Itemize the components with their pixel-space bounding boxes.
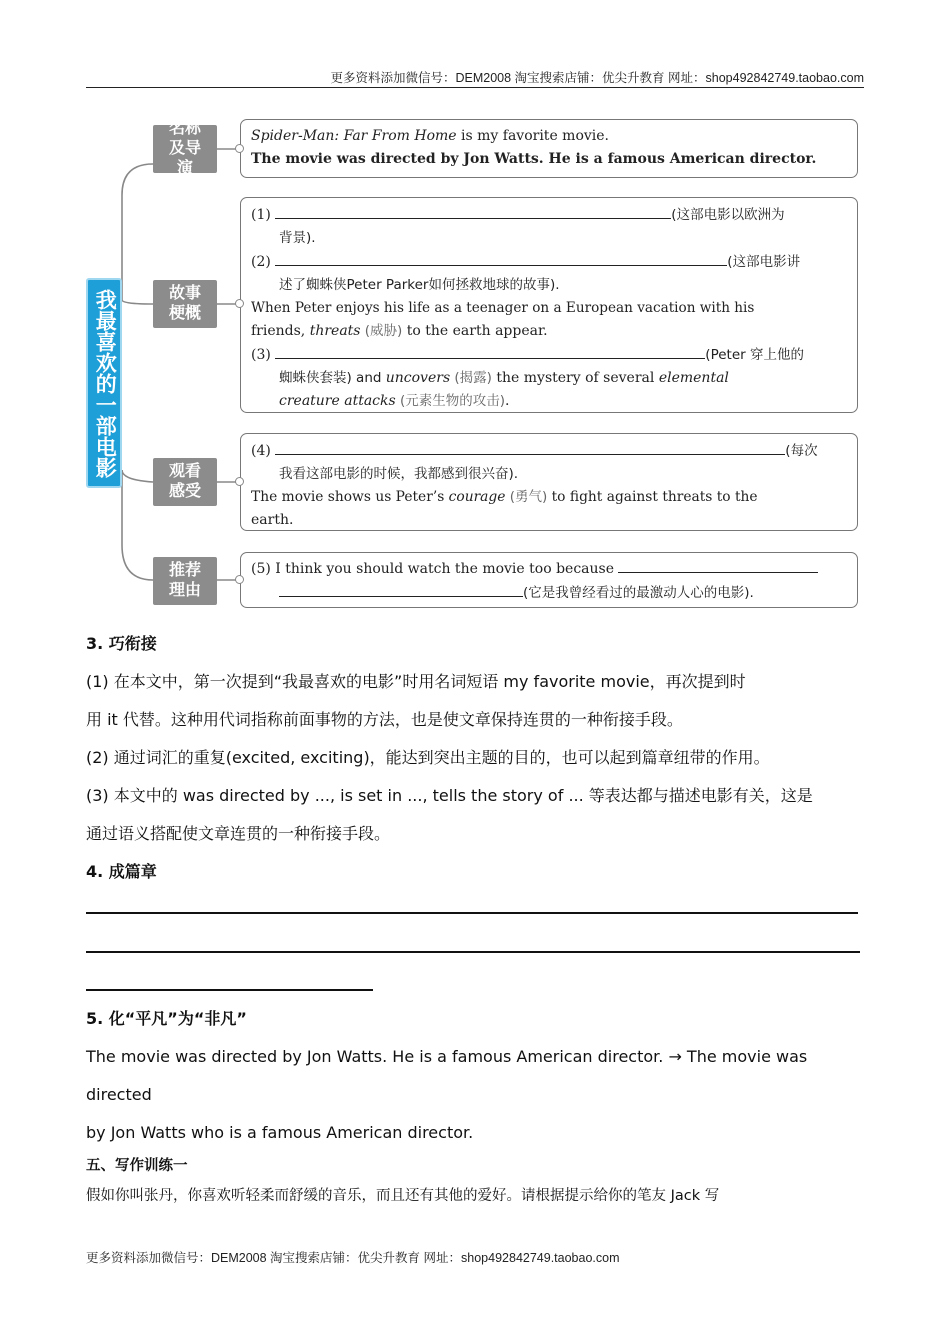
root-node: 我最喜欢的一部电影 <box>86 278 122 488</box>
tag-recommendation: 推荐理由 <box>153 557 217 605</box>
node-dot-3 <box>235 477 244 486</box>
blank-5b[interactable] <box>279 581 523 597</box>
blank-3[interactable] <box>275 343 705 359</box>
box-recommendation: (5) I think you should watch the movie too because (它是我曾经看过的最激动人心的电影). <box>240 552 858 608</box>
writing-line-3[interactable] <box>86 989 373 991</box>
blank-2[interactable] <box>275 250 727 266</box>
tag-title-director: 名称及导演 <box>153 125 217 173</box>
node-dot-4 <box>235 575 244 584</box>
writing-line-2[interactable] <box>86 951 860 953</box>
connector-3 <box>122 470 153 482</box>
connector-2 <box>122 300 153 304</box>
mind-map <box>0 0 950 620</box>
connector-1 <box>122 164 153 300</box>
writing-line-1[interactable] <box>86 912 858 914</box>
blank-1[interactable] <box>275 203 671 219</box>
movie-title: Spider-Man: Far From Home <box>251 128 457 144</box>
section-6-title: 五、写作训练一 <box>86 1158 188 1174</box>
section-5-title: 5. 化“平凡”为“非凡” <box>86 1009 247 1028</box>
blank-5a[interactable] <box>618 557 818 573</box>
section-3: 3. 巧衔接 (1) 在本文中，第一次提到“我最喜欢的电影”时用名词短语 my favorite movie，再次提到时 用 it 代替。这种用代词指称前面事物的方法，也是使文章保持连贯的一种衔接手段。 (2) 通过词汇的重复(excited, exciting)，能达到突出主题的目的，也可以起到篇章纽带的作用。 (3) 本文中的 was directed by ..., is set in ..., tells the story of ... 等表达都与描述电影有关，这是 通过语义搭配使文章连贯的一种衔接手段。 4. 成篇章 <box>86 625 864 891</box>
page-footer: 更多资料添加微信号：DEM2008 淘宝搜索店铺：优尖升教育 网址：shop492842749.taobao.com <box>86 1251 620 1265</box>
tag-feelings: 观看感受 <box>153 458 217 506</box>
tag-plot-summary: 故事梗概 <box>153 280 217 328</box>
section-3-title: 3. 巧衔接 <box>86 634 157 653</box>
box-feelings: (4) (每次 我看这部电影的时候，我都感到很兴奋). The movie shows us Peter’s courage (勇气) to fight against threats to the earth. <box>240 433 858 531</box>
director-line: The movie was directed by Jon Watts. He is a famous American director. <box>251 151 817 167</box>
section-4-title: 4. 成篇章 <box>86 862 157 881</box>
node-dot-1 <box>235 144 244 153</box>
box-title-director: Spider-Man: Far From Home is my favorite movie. The movie was directed by Jon Watts. He is a famous American director. <box>240 119 858 178</box>
section-writing-training: 五、写作训练一 假如你叫张丹，你喜欢听轻柔而舒缓的音乐，而且还有其他的爱好。请根据提示给你的笔友 Jack 写 <box>86 1151 864 1211</box>
box-plot-summary: (1) (这部电影以欧洲为 背景). (2) (这部电影讲 述了蜘蛛侠Peter Parker如何拯救地球的故事). When Peter enjoys his life as a teenager on a European vacation with his friends, threats (威胁) to the earth appear. (3) (Peter 穿上他的 蜘蛛侠套装) and uncovers (揭露) the mystery of several elemental creature attacks (元素生物的攻击). <box>240 197 858 413</box>
section-5: 5. 化“平凡”为“非凡” The movie was directed by Jon Watts. He is a famous American director. → The movie was directed by Jon Watts who is a famous American director. <box>86 1000 864 1152</box>
blank-4[interactable] <box>275 439 785 455</box>
page-header: 更多资料添加微信号：DEM2008 淘宝搜索店铺：优尖升教育 网址：shop492842749.taobao.com <box>330 71 864 85</box>
connector-4 <box>122 470 153 580</box>
node-dot-2 <box>235 299 244 308</box>
